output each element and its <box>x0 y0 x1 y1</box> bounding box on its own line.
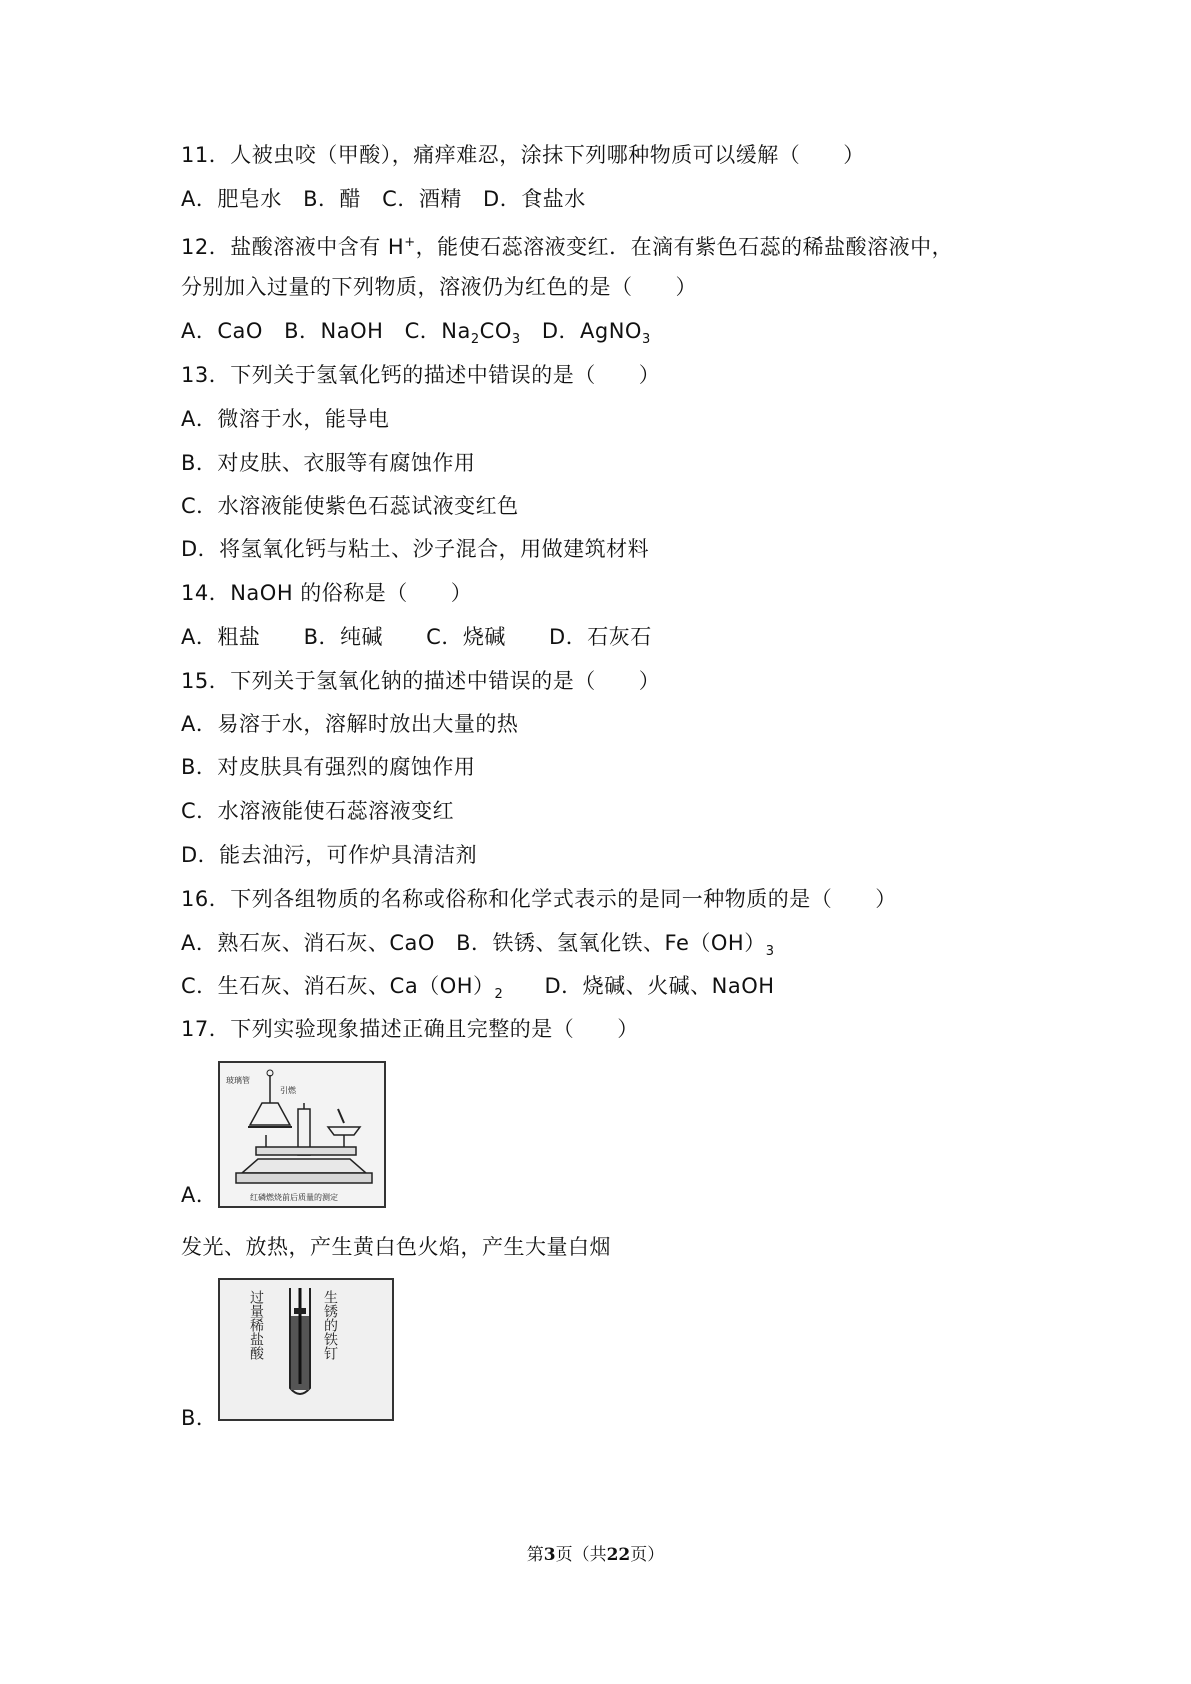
option-a: A．熟石灰、消石灰、CaO <box>181 931 435 955</box>
option-c: C．酒精 <box>382 187 462 211</box>
option-d: D．AgNO$_3$ <box>541 319 651 348</box>
option-b: B．NaOH <box>284 319 384 343</box>
figure-a-balance <box>218 1061 386 1208</box>
question-15-option-a: A．易溶于水，溶解时放出大量的热 <box>181 712 519 736</box>
option-d: D．石灰石 <box>549 625 652 649</box>
question-13-stem: 13．下列关于氢氧化钙的描述中错误的是（ ） <box>181 363 661 387</box>
question-13-option-b: B．对皮肤、衣服等有腐蚀作用 <box>181 451 476 475</box>
figure-a-label-left: 玻璃管 <box>226 1076 250 1085</box>
question-17-option-a-label: A． <box>181 1183 218 1207</box>
total-page-count: 22 <box>606 1545 631 1565</box>
question-17-option-b-label: B． <box>181 1406 218 1430</box>
page-footer: 第3页（共22页） <box>526 1545 665 1565</box>
question-16-options-row2 <box>181 971 789 1010</box>
question-13-option-d: D．将氢氧化钙与粘土、沙子混合，用做建筑材料 <box>181 537 650 561</box>
option-b: B．铁锈、氢氧化铁、$Fe(OH)_3$ <box>456 931 775 960</box>
question-15-option-c: C．水溶液能使石蕊溶液变红 <box>181 799 455 823</box>
figure-a-caption: 红磷燃烧前后质量的测定 <box>250 1193 338 1202</box>
figure-a-label-right: 引燃 <box>280 1086 296 1095</box>
question-17-option-a-text: 发光、放热，产生黄白色火焰，产生大量白烟 <box>181 1235 611 1259</box>
option-a: A．肥皂水 <box>181 187 282 211</box>
question-13-option-a: A．微溶于水，能导电 <box>181 407 390 431</box>
question-12-stem-line2: 分别加入过量的下列物质，溶液仍为红色的是（ ） <box>181 275 697 299</box>
test-tube-drawing <box>220 1280 392 1419</box>
option-a: A．CaO <box>181 319 263 343</box>
question-15-option-b: B．对皮肤具有强烈的腐蚀作用 <box>181 755 476 779</box>
option-c: C．$Na_2CO_3$ <box>404 319 521 348</box>
option-d: D．食盐水 <box>483 187 586 211</box>
question-13-option-c: C．水溶液能使紫色石蕊试液变红色 <box>181 494 519 518</box>
option-b: B．纯碱 <box>303 625 383 649</box>
question-14-stem: 14．NaOH 的俗称是（ ） <box>181 581 473 605</box>
option-d: D．烧碱、火碱、NaOH <box>544 974 775 998</box>
current-page-number: 3 <box>543 1545 556 1565</box>
question-12-options <box>181 316 665 355</box>
figure-b-test-tube <box>218 1278 394 1421</box>
question-15-stem: 15．下列关于氢氧化钠的描述中错误的是（ ） <box>181 669 661 693</box>
question-11-options <box>181 184 600 214</box>
option-c: C．烧碱 <box>426 625 506 649</box>
question-17-stem: 17．下列实验现象描述正确且完整的是（ ） <box>181 1017 639 1041</box>
question-14-options <box>181 622 666 652</box>
figure-b-label-right: 生锈的铁钉 <box>322 1290 338 1360</box>
option-c: C．生石灰、消石灰、$Ca(OH)_2$ <box>181 974 504 1003</box>
balance-drawing <box>220 1063 384 1206</box>
question-16-stem: 16．下列各组物质的名称或俗称和化学式表示的是同一种物质的是（ ） <box>181 887 897 911</box>
question-16-options-row1 <box>181 928 788 967</box>
question-15-option-d: D．能去油污，可作炉具清洁剂 <box>181 843 478 867</box>
option-b: B．醋 <box>303 187 361 211</box>
question-12-stem: 12．盐酸溶液中含有 H+，能使石蕊溶液变红．在滴有紫色石蕊的稀盐酸溶液中， <box>181 235 954 259</box>
question-11-stem: 11．人被虫咬（甲酸），痛痒难忍，涂抹下列哪种物质可以缓解（ ） <box>181 143 865 167</box>
option-a: A．粗盐 <box>181 625 261 649</box>
figure-b-label-left: 过量稀盐酸 <box>248 1290 264 1360</box>
